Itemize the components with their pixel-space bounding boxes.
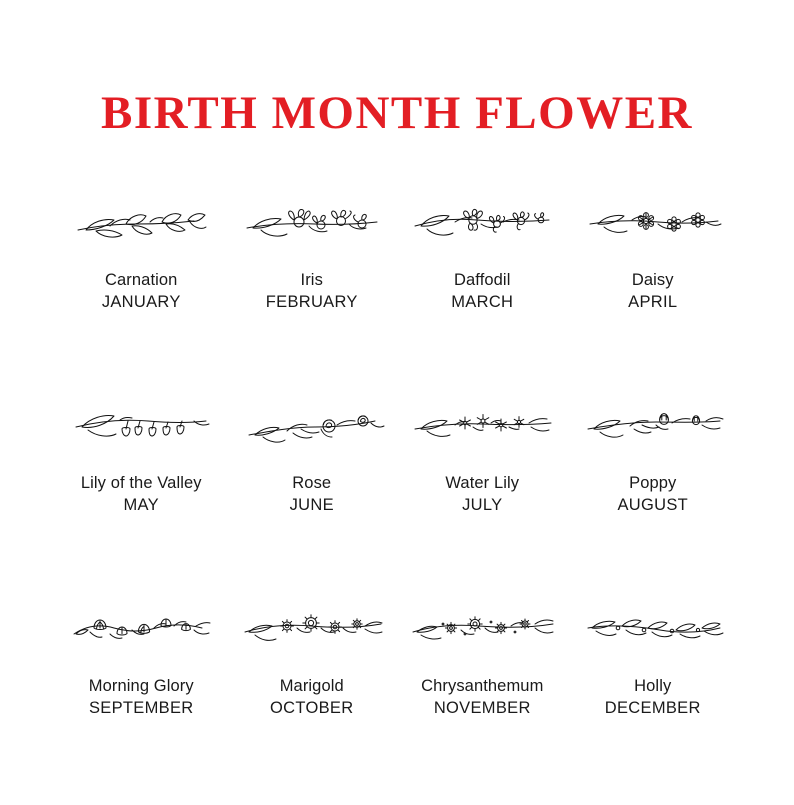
flower-name: Morning Glory xyxy=(88,677,194,695)
water-lily-sprig-icon xyxy=(407,399,557,461)
month-name: DECEMBER xyxy=(604,698,701,717)
page-title: BIRTH MONTH FLOWER xyxy=(100,87,693,139)
daffodil-sprig-icon xyxy=(407,196,557,258)
flower-grid xyxy=(56,196,738,805)
month-name: AUGUST xyxy=(617,495,689,514)
flower-card-labels xyxy=(451,270,513,314)
flower-card-labels xyxy=(270,676,353,720)
month-name: NOVEMBER xyxy=(433,698,531,717)
chrysanthemum-sprig-icon xyxy=(407,602,557,664)
flower-card-labels xyxy=(628,270,677,314)
month-name: JULY xyxy=(462,495,503,514)
month-name: MARCH xyxy=(451,292,514,311)
flower-card-february xyxy=(227,196,398,399)
month-name: APRIL xyxy=(628,292,678,311)
flower-card-december xyxy=(568,602,739,805)
morning-glory-sprig-icon xyxy=(66,602,216,664)
flower-name: Daisy xyxy=(631,271,674,289)
flower-card-july xyxy=(397,399,568,602)
month-name: OCTOBER xyxy=(270,698,354,717)
flower-name: Daffodil xyxy=(454,271,511,289)
flower-card-may xyxy=(56,399,227,602)
month-name: SEPTEMBER xyxy=(89,698,194,717)
flower-card-september xyxy=(56,602,227,805)
flower-name: Water Lily xyxy=(445,474,520,492)
flower-card-labels xyxy=(266,270,358,314)
month-name: FEBRUARY xyxy=(265,292,358,311)
poppy-sprig-icon xyxy=(578,399,728,461)
flower-card-november xyxy=(397,602,568,805)
flower-card-august xyxy=(568,399,739,602)
flower-card-labels xyxy=(290,473,334,517)
flower-name: Rose xyxy=(292,474,332,492)
flower-card-june xyxy=(227,399,398,602)
flower-name: Carnation xyxy=(105,271,178,289)
flower-card-march xyxy=(397,196,568,399)
flower-name: Marigold xyxy=(279,677,344,695)
flower-card-labels xyxy=(617,473,688,517)
flower-card-labels xyxy=(421,676,543,720)
carnation-sprig-icon xyxy=(66,196,216,258)
month-name: JUNE xyxy=(289,495,334,514)
flower-name: Iris xyxy=(300,271,323,289)
iris-sprig-icon xyxy=(237,196,387,258)
daisy-sprig-icon xyxy=(578,196,728,258)
flower-name: Poppy xyxy=(629,474,677,492)
holly-sprig-icon xyxy=(578,602,728,664)
month-name: JANUARY xyxy=(101,292,181,311)
flower-card-labels xyxy=(89,676,194,720)
flower-name: Lily of the Valley xyxy=(80,474,202,492)
flower-name: Chrysanthemum xyxy=(421,677,544,695)
marigold-sprig-icon xyxy=(237,602,387,664)
flower-card-april xyxy=(568,196,739,399)
flower-card-october xyxy=(227,602,398,805)
flower-card-labels xyxy=(605,676,701,720)
flower-name: Holly xyxy=(634,677,672,695)
flower-card-january xyxy=(56,196,227,399)
month-name: MAY xyxy=(123,495,159,514)
flower-card-labels xyxy=(102,270,181,314)
lily-of-the-valley-sprig-icon xyxy=(66,399,216,461)
rose-sprig-icon xyxy=(237,399,387,461)
flower-card-labels xyxy=(445,473,519,517)
flower-card-labels xyxy=(81,473,202,517)
